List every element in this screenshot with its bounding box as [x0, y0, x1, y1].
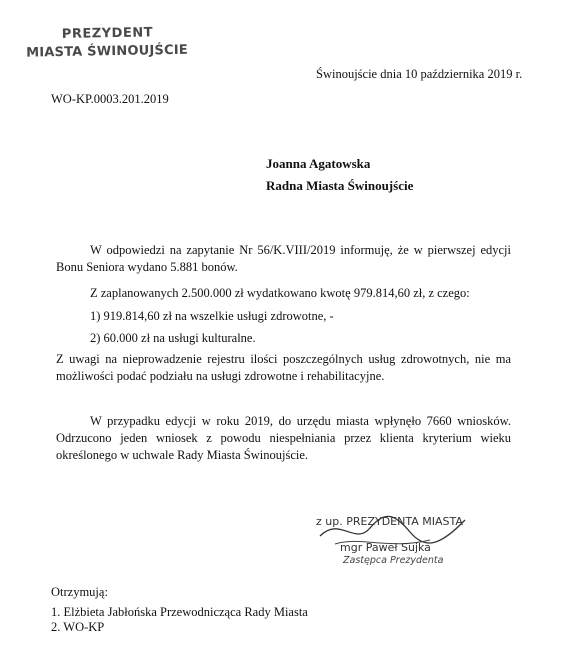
recipient-item: 2. WO-KP	[51, 620, 105, 634]
reference-number: WO-KP.0003.201.2019	[51, 92, 169, 106]
office-stamp	[26, 24, 207, 60]
stamp-line-2: MIASTA ŚWINOUJŚCIE	[26, 42, 189, 61]
list-item-health: 1) 919.814,60 zł na wszelkie usługi zdrowotne, -	[90, 309, 334, 323]
signatory-role: Zastępca Prezydenta	[343, 555, 444, 566]
signature-stamp-line: z up. PREZYDENTA MIASTA	[316, 515, 463, 528]
addressee-name: Joanna Agatowska	[266, 156, 371, 171]
paragraph-budget: Z zaplanowanych 2.500.000 zł wydatkowano kwotę 979.814,60 zł, z czego:	[90, 286, 470, 300]
signatory-name: mgr Paweł Sujka	[340, 541, 431, 554]
stamp-line-1: PREZYDENT	[61, 25, 154, 42]
paragraph-registry: Z uwagi na nieprowadzenie rejestru ilości poszczególnych usług zdrowotnych, nie ma możliwości podać podziału na usługi zdrowotne i rehabilitacyjne.	[56, 352, 511, 383]
recipient-item: 1. Elżbieta Jabłońska Przewodnicząca Rady Miasta	[51, 605, 308, 619]
list-item-culture: 2) 60.000 zł na usługi kulturalne.	[90, 331, 256, 345]
addressee-title: Radna Miasta Świnoujście	[266, 178, 414, 193]
paragraph-intro: W odpowiedzi na zapytanie Nr 56/K.VIII/2019 informuję, że w pierwszej edycji Bonu Seniora wydano 5.881 bonów.	[56, 243, 511, 274]
paragraph-applications: W przypadku edycji w roku 2019, do urzędu miasta wpłynęło 7660 wniosków. Odrzucono jeden wniosek z powodu niespełniania przez klienta kryterium wieku określonego w uchwale Rady Miasta Świnoujście.	[56, 414, 511, 462]
place-and-date: Świnoujście dnia 10 października 2019 r.	[316, 67, 523, 81]
recipients-heading: Otrzymują:	[51, 585, 108, 599]
